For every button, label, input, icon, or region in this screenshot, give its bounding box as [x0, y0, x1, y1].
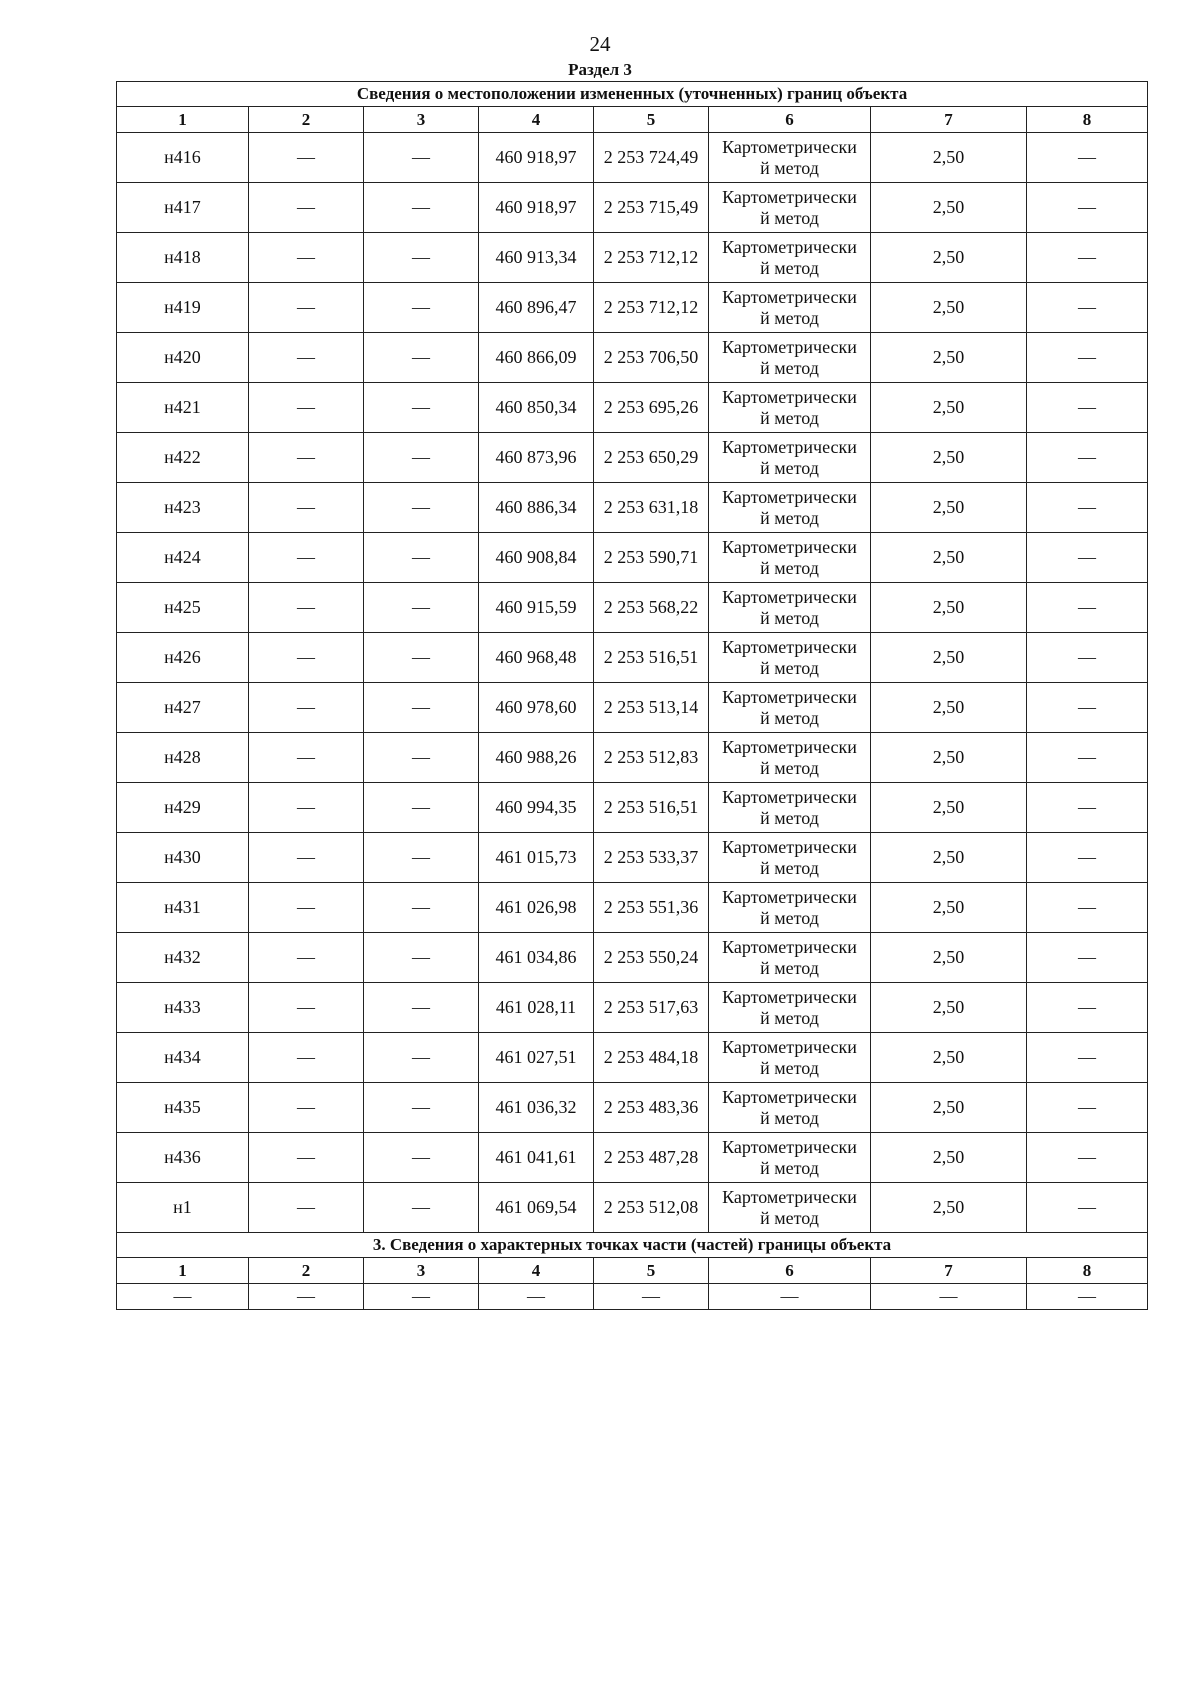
method-cell [709, 533, 871, 583]
method-text-line: Картометрически [722, 636, 857, 657]
table-row [117, 933, 1148, 983]
x-coordinate-cell: 460 913,34 [479, 233, 594, 283]
col8-cell: — [1027, 533, 1148, 583]
col3-cell: — [364, 383, 479, 433]
point-name-cell: н420 [117, 333, 249, 383]
empty-cell: — [709, 1284, 871, 1310]
method-text-line: Картометрически [722, 186, 857, 207]
method-cell [709, 1183, 871, 1233]
col3-cell: — [364, 933, 479, 983]
table-caption-row [117, 82, 1148, 107]
table-row [117, 433, 1148, 483]
col2-cell: — [249, 983, 364, 1033]
method-text-line: Картометрически [722, 136, 857, 157]
method-text-line: Картометрически [722, 1086, 857, 1107]
accuracy-cell: 2,50 [871, 483, 1027, 533]
accuracy-cell: 2,50 [871, 783, 1027, 833]
column-number: 2 [249, 107, 364, 133]
method-cell [709, 233, 871, 283]
y-coordinate-cell: 2 253 513,14 [594, 683, 709, 733]
section-title: Раздел 3 [568, 60, 632, 79]
x-coordinate-cell: 460 873,96 [479, 433, 594, 483]
col3-cell: — [364, 1133, 479, 1183]
x-coordinate-cell: 460 850,34 [479, 383, 594, 433]
x-coordinate-cell: 460 968,48 [479, 633, 594, 683]
col8-cell: — [1027, 733, 1148, 783]
point-name-cell: н423 [117, 483, 249, 533]
x-coordinate-cell: 461 028,11 [479, 983, 594, 1033]
accuracy-cell: 2,50 [871, 333, 1027, 383]
point-name-cell: н429 [117, 783, 249, 833]
accuracy-cell: 2,50 [871, 233, 1027, 283]
col3-cell: — [364, 233, 479, 283]
column-number: 3 [364, 107, 479, 133]
accuracy-cell: 2,50 [871, 133, 1027, 183]
accuracy-cell: 2,50 [871, 733, 1027, 783]
x-coordinate-cell: 461 069,54 [479, 1183, 594, 1233]
col2-cell: — [249, 433, 364, 483]
col3-cell: — [364, 433, 479, 483]
table-row [117, 683, 1148, 733]
method-text-line: й метод [760, 807, 819, 828]
y-coordinate-cell: 2 253 724,49 [594, 133, 709, 183]
x-coordinate-cell: 461 026,98 [479, 883, 594, 933]
method-text-line: й метод [760, 257, 819, 278]
col3-cell: — [364, 1183, 479, 1233]
column-number: 7 [871, 107, 1027, 133]
point-name-cell: н424 [117, 533, 249, 583]
table-row [117, 883, 1148, 933]
method-text-line: Картометрически [722, 1186, 857, 1207]
y-coordinate-cell: 2 253 590,71 [594, 533, 709, 583]
method-text-line: Картометрически [722, 436, 857, 457]
table-row [117, 233, 1148, 283]
method-cell [709, 683, 871, 733]
point-name-cell: н427 [117, 683, 249, 733]
col8-cell: — [1027, 933, 1148, 983]
y-coordinate-cell: 2 253 487,28 [594, 1133, 709, 1183]
col2-cell: — [249, 283, 364, 333]
y-coordinate-cell: 2 253 715,49 [594, 183, 709, 233]
method-text-line: Картометрически [722, 536, 857, 557]
col3-cell: — [364, 133, 479, 183]
method-text-line: й метод [760, 657, 819, 678]
method-text-line: й метод [760, 1057, 819, 1078]
method-text-line: й метод [760, 457, 819, 478]
col8-cell: — [1027, 233, 1148, 283]
col3-cell: — [364, 733, 479, 783]
col3-cell: — [364, 1083, 479, 1133]
point-name-cell: н431 [117, 883, 249, 933]
method-text-line: Картометрически [722, 1036, 857, 1057]
col3-cell: — [364, 633, 479, 683]
method-text-line: Картометрически [722, 736, 857, 757]
method-text-line: й метод [760, 957, 819, 978]
x-coordinate-cell: 460 908,84 [479, 533, 594, 583]
col2-cell: — [249, 1183, 364, 1233]
method-text-line: й метод [760, 707, 819, 728]
col8-cell: — [1027, 1183, 1148, 1233]
x-coordinate-cell: 461 034,86 [479, 933, 594, 983]
y-coordinate-cell: 2 253 650,29 [594, 433, 709, 483]
y-coordinate-cell: 2 253 550,24 [594, 933, 709, 983]
method-cell [709, 183, 871, 233]
method-text-line: Картометрически [722, 386, 857, 407]
column-number: 6 [709, 107, 871, 133]
col8-cell: — [1027, 783, 1148, 833]
accuracy-cell: 2,50 [871, 583, 1027, 633]
method-cell [709, 633, 871, 683]
table-row [117, 1133, 1148, 1183]
point-name-cell: н422 [117, 433, 249, 483]
method-text-line: Картометрически [722, 986, 857, 1007]
col2-cell: — [249, 383, 364, 433]
col8-cell: — [1027, 483, 1148, 533]
col3-cell: — [364, 833, 479, 883]
col8-cell: — [1027, 183, 1148, 233]
table-row [117, 583, 1148, 633]
col8-cell: — [1027, 983, 1148, 1033]
col2-cell: — [249, 1083, 364, 1133]
y-coordinate-cell: 2 253 712,12 [594, 233, 709, 283]
method-text-line: Картометрически [722, 486, 857, 507]
column-number: 7 [871, 1258, 1027, 1284]
column-number: 2 [249, 1258, 364, 1284]
col2-cell: — [249, 783, 364, 833]
col8-cell: — [1027, 633, 1148, 683]
method-cell [709, 783, 871, 833]
method-text-line: й метод [760, 1007, 819, 1028]
accuracy-cell: 2,50 [871, 683, 1027, 733]
accuracy-cell: 2,50 [871, 183, 1027, 233]
method-text-line: Картометрически [722, 786, 857, 807]
method-text-line: й метод [760, 1107, 819, 1128]
col8-cell: — [1027, 1133, 1148, 1183]
table-row [117, 733, 1148, 783]
col2-cell: — [249, 583, 364, 633]
point-name-cell: н432 [117, 933, 249, 983]
x-coordinate-cell: 460 994,35 [479, 783, 594, 833]
point-name-cell: н425 [117, 583, 249, 633]
col8-cell: — [1027, 883, 1148, 933]
table-row [117, 533, 1148, 583]
x-coordinate-cell: 461 036,32 [479, 1083, 594, 1133]
y-coordinate-cell: 2 253 483,36 [594, 1083, 709, 1133]
x-coordinate-cell: 460 896,47 [479, 283, 594, 333]
col2-cell: — [249, 683, 364, 733]
column-number: 8 [1027, 107, 1148, 133]
y-coordinate-cell: 2 253 512,83 [594, 733, 709, 783]
empty-cell: — [117, 1284, 249, 1310]
method-cell [709, 833, 871, 883]
table-row [117, 833, 1148, 883]
column-number: 5 [594, 107, 709, 133]
col3-cell: — [364, 183, 479, 233]
method-cell [709, 133, 871, 183]
col3-cell: — [364, 483, 479, 533]
col3-cell: — [364, 333, 479, 383]
col2-cell: — [249, 933, 364, 983]
method-cell [709, 433, 871, 483]
accuracy-cell: 2,50 [871, 283, 1027, 333]
point-name-cell: н430 [117, 833, 249, 883]
col8-cell: — [1027, 383, 1148, 433]
point-name-cell: н428 [117, 733, 249, 783]
point-name-cell: н1 [117, 1183, 249, 1233]
method-text-line: й метод [760, 1207, 819, 1228]
parts-table-caption: 3. Сведения о характерных точках части (частей) границы объекта [117, 1233, 1148, 1258]
col8-cell: — [1027, 583, 1148, 633]
table-row [117, 333, 1148, 383]
empty-cell: — [594, 1284, 709, 1310]
column-number: 1 [117, 107, 249, 133]
col3-cell: — [364, 1033, 479, 1083]
method-cell [709, 1083, 871, 1133]
x-coordinate-cell: 460 866,09 [479, 333, 594, 383]
empty-cell: — [364, 1284, 479, 1310]
col3-cell: — [364, 283, 479, 333]
col8-cell: — [1027, 833, 1148, 883]
col8-cell: — [1027, 133, 1148, 183]
accuracy-cell: 2,50 [871, 383, 1027, 433]
y-coordinate-cell: 2 253 551,36 [594, 883, 709, 933]
col8-cell: — [1027, 433, 1148, 483]
point-name-cell: н421 [117, 383, 249, 433]
method-text-line: й метод [760, 557, 819, 578]
accuracy-cell: 2,50 [871, 883, 1027, 933]
method-cell [709, 333, 871, 383]
method-text-line: Картометрически [722, 1136, 857, 1157]
column-number: 8 [1027, 1258, 1148, 1284]
point-name-cell: н419 [117, 283, 249, 333]
method-cell [709, 583, 871, 633]
y-coordinate-cell: 2 253 517,63 [594, 983, 709, 1033]
boundary-table-body [117, 82, 1148, 1310]
col3-cell: — [364, 983, 479, 1033]
accuracy-cell: 2,50 [871, 433, 1027, 483]
table-row [117, 633, 1148, 683]
col2-cell: — [249, 133, 364, 183]
point-name-cell: н417 [117, 183, 249, 233]
method-cell [709, 483, 871, 533]
table-row [117, 283, 1148, 333]
column-number: 1 [117, 1258, 249, 1284]
method-cell [709, 283, 871, 333]
method-text-line: й метод [760, 357, 819, 378]
point-name-cell: н436 [117, 1133, 249, 1183]
column-number: 5 [594, 1258, 709, 1284]
empty-cell: — [871, 1284, 1027, 1310]
col3-cell: — [364, 883, 479, 933]
method-text-line: Картометрически [722, 886, 857, 907]
column-number: 6 [709, 1258, 871, 1284]
method-cell [709, 1033, 871, 1083]
y-coordinate-cell: 2 253 516,51 [594, 783, 709, 833]
method-text-line: Картометрически [722, 286, 857, 307]
col2-cell: — [249, 483, 364, 533]
x-coordinate-cell: 461 041,61 [479, 1133, 594, 1183]
col8-cell: — [1027, 333, 1148, 383]
col2-cell: — [249, 883, 364, 933]
table-row [117, 1183, 1148, 1233]
col2-cell: — [249, 633, 364, 683]
y-coordinate-cell: 2 253 516,51 [594, 633, 709, 683]
method-text-line: й метод [760, 157, 819, 178]
table-caption: Сведения о местоположении измененных (уточненных) границ объекта [117, 82, 1148, 107]
x-coordinate-cell: 460 918,97 [479, 133, 594, 183]
point-name-cell: н435 [117, 1083, 249, 1133]
method-text-line: Картометрически [722, 236, 857, 257]
method-text-line: й метод [760, 507, 819, 528]
parts-empty-row [117, 1284, 1148, 1310]
method-text-line: й метод [760, 757, 819, 778]
method-text-line: й метод [760, 407, 819, 428]
table-row [117, 483, 1148, 533]
col3-cell: — [364, 583, 479, 633]
accuracy-cell: 2,50 [871, 633, 1027, 683]
method-cell [709, 933, 871, 983]
y-coordinate-cell: 2 253 631,18 [594, 483, 709, 533]
col2-cell: — [249, 733, 364, 783]
x-coordinate-cell: 460 915,59 [479, 583, 594, 633]
method-cell [709, 983, 871, 1033]
empty-cell: — [249, 1284, 364, 1310]
method-text-line: й метод [760, 857, 819, 878]
method-text-line: й метод [760, 1157, 819, 1178]
x-coordinate-cell: 460 988,26 [479, 733, 594, 783]
y-coordinate-cell: 2 253 695,26 [594, 383, 709, 433]
parts-column-numbers-row [117, 1258, 1148, 1284]
column-numbers-row [117, 107, 1148, 133]
method-text-line: й метод [760, 307, 819, 328]
col8-cell: — [1027, 1033, 1148, 1083]
table-row [117, 383, 1148, 433]
point-name-cell: н418 [117, 233, 249, 283]
table-row [117, 1033, 1148, 1083]
accuracy-cell: 2,50 [871, 983, 1027, 1033]
column-number: 3 [364, 1258, 479, 1284]
table-row [117, 133, 1148, 183]
method-text-line: Картометрически [722, 336, 857, 357]
y-coordinate-cell: 2 253 568,22 [594, 583, 709, 633]
parts-caption-row [117, 1233, 1148, 1258]
col2-cell: — [249, 233, 364, 283]
method-cell [709, 1133, 871, 1183]
col8-cell: — [1027, 283, 1148, 333]
method-text-line: Картометрически [722, 936, 857, 957]
accuracy-cell: 2,50 [871, 933, 1027, 983]
point-name-cell: н426 [117, 633, 249, 683]
y-coordinate-cell: 2 253 484,18 [594, 1033, 709, 1083]
accuracy-cell: 2,50 [871, 1083, 1027, 1133]
method-text-line: Картометрически [722, 836, 857, 857]
point-name-cell: н433 [117, 983, 249, 1033]
point-name-cell: н434 [117, 1033, 249, 1083]
col3-cell: — [364, 683, 479, 733]
method-text-line: й метод [760, 607, 819, 628]
y-coordinate-cell: 2 253 706,50 [594, 333, 709, 383]
method-cell [709, 883, 871, 933]
col2-cell: — [249, 1033, 364, 1083]
col2-cell: — [249, 533, 364, 583]
method-text-line: й метод [760, 907, 819, 928]
table-row [117, 1083, 1148, 1133]
table-row [117, 783, 1148, 833]
column-number: 4 [479, 107, 594, 133]
method-cell [709, 383, 871, 433]
empty-cell: — [479, 1284, 594, 1310]
x-coordinate-cell: 461 015,73 [479, 833, 594, 883]
accuracy-cell: 2,50 [871, 833, 1027, 883]
y-coordinate-cell: 2 253 712,12 [594, 283, 709, 333]
column-number: 4 [479, 1258, 594, 1284]
point-name-cell: н416 [117, 133, 249, 183]
x-coordinate-cell: 460 978,60 [479, 683, 594, 733]
accuracy-cell: 2,50 [871, 1183, 1027, 1233]
col2-cell: — [249, 333, 364, 383]
accuracy-cell: 2,50 [871, 1033, 1027, 1083]
col2-cell: — [249, 183, 364, 233]
accuracy-cell: 2,50 [871, 1133, 1027, 1183]
table-row [117, 183, 1148, 233]
col2-cell: — [249, 1133, 364, 1183]
col2-cell: — [249, 833, 364, 883]
x-coordinate-cell: 460 918,97 [479, 183, 594, 233]
accuracy-cell: 2,50 [871, 533, 1027, 583]
page-number: 24 [589, 32, 611, 56]
col3-cell: — [364, 783, 479, 833]
method-text-line: й метод [760, 207, 819, 228]
col8-cell: — [1027, 1083, 1148, 1133]
table-row [117, 983, 1148, 1033]
x-coordinate-cell: 461 027,51 [479, 1033, 594, 1083]
method-text-line: Картометрически [722, 686, 857, 707]
y-coordinate-cell: 2 253 512,08 [594, 1183, 709, 1233]
method-cell [709, 733, 871, 783]
method-text-line: Картометрически [722, 586, 857, 607]
col8-cell: — [1027, 683, 1148, 733]
empty-cell: — [1027, 1284, 1148, 1310]
x-coordinate-cell: 460 886,34 [479, 483, 594, 533]
y-coordinate-cell: 2 253 533,37 [594, 833, 709, 883]
boundary-table [116, 81, 1148, 1310]
col3-cell: — [364, 533, 479, 583]
